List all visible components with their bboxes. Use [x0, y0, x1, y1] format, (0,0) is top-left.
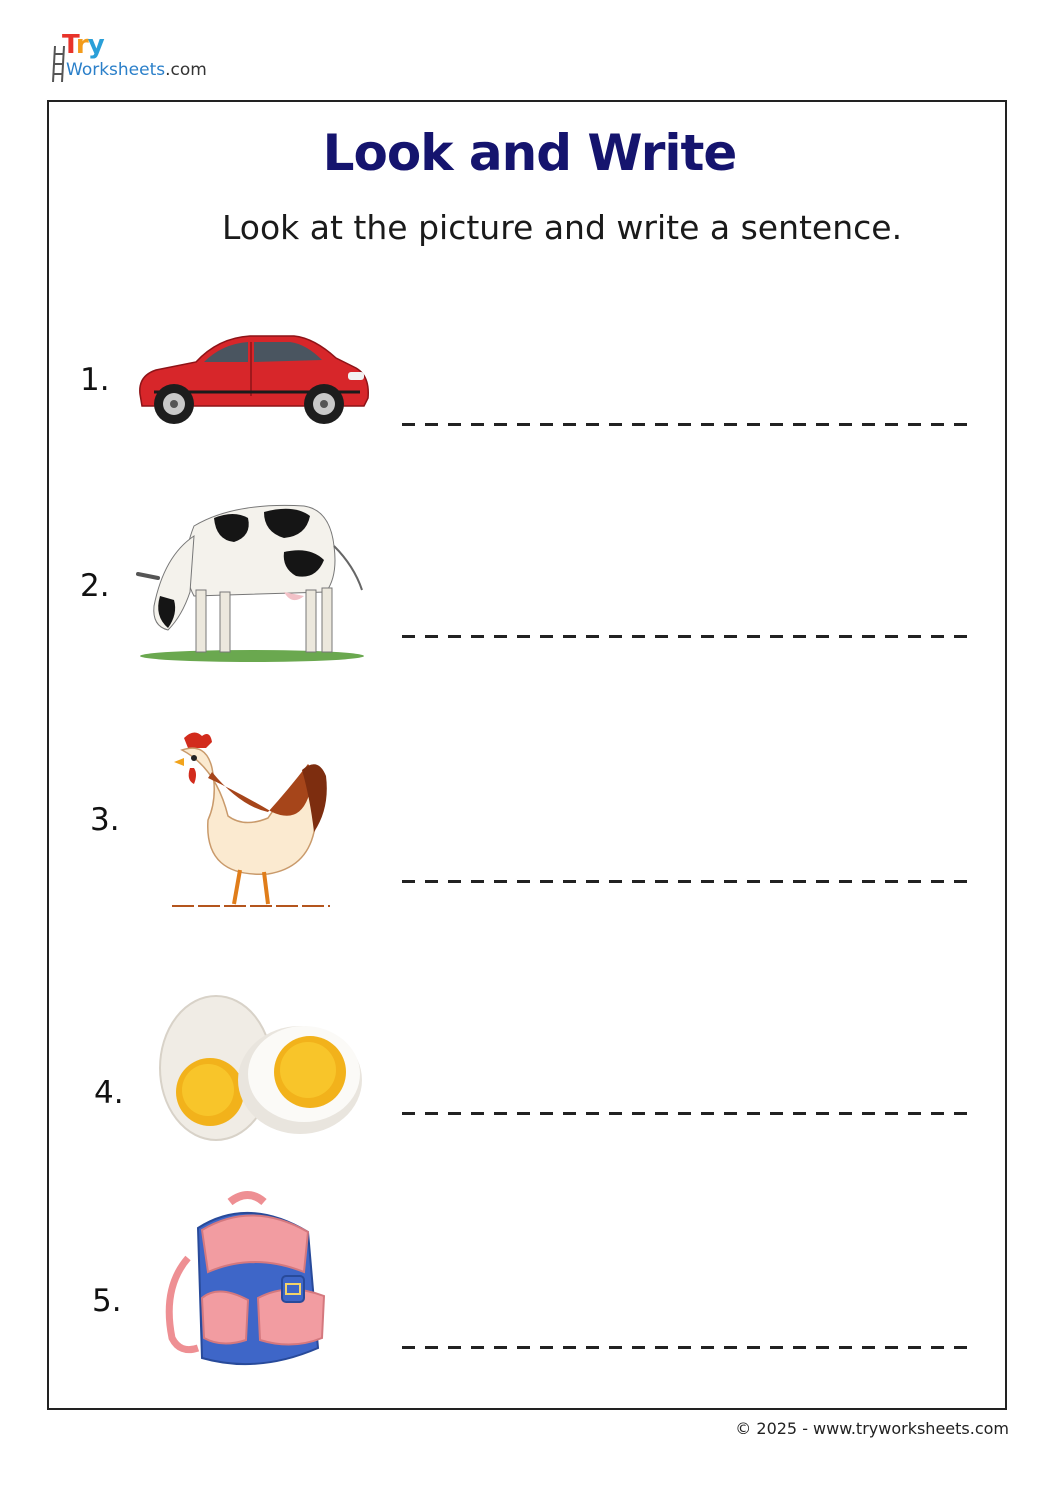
answer-line-4[interactable] [402, 1112, 970, 1115]
page-title: Look and Write [322, 124, 737, 182]
hen-icon [168, 728, 332, 912]
site-logo [52, 30, 232, 84]
item-number-1: 1. [80, 362, 110, 398]
egg-icon [158, 992, 366, 1144]
item-number-2: 2. [80, 568, 110, 604]
answer-line-3[interactable] [402, 880, 970, 883]
footer-copyright: © 2025 - www.tryworksheets.com [735, 1419, 1009, 1438]
logo-try: Try [62, 30, 104, 60]
item-number-3: 3. [90, 802, 120, 838]
answer-line-5[interactable] [402, 1346, 970, 1349]
logo-worksheets: Worksheets.com [66, 60, 207, 80]
instruction-text: Look at the picture and write a sentence. [222, 208, 903, 247]
backpack-icon [158, 1188, 334, 1372]
answer-line-1[interactable] [402, 423, 970, 426]
item-number-4: 4. [94, 1075, 124, 1111]
cow-icon [134, 496, 370, 664]
answer-line-2[interactable] [402, 635, 970, 638]
item-number-5: 5. [92, 1283, 122, 1319]
car-icon [134, 332, 372, 428]
